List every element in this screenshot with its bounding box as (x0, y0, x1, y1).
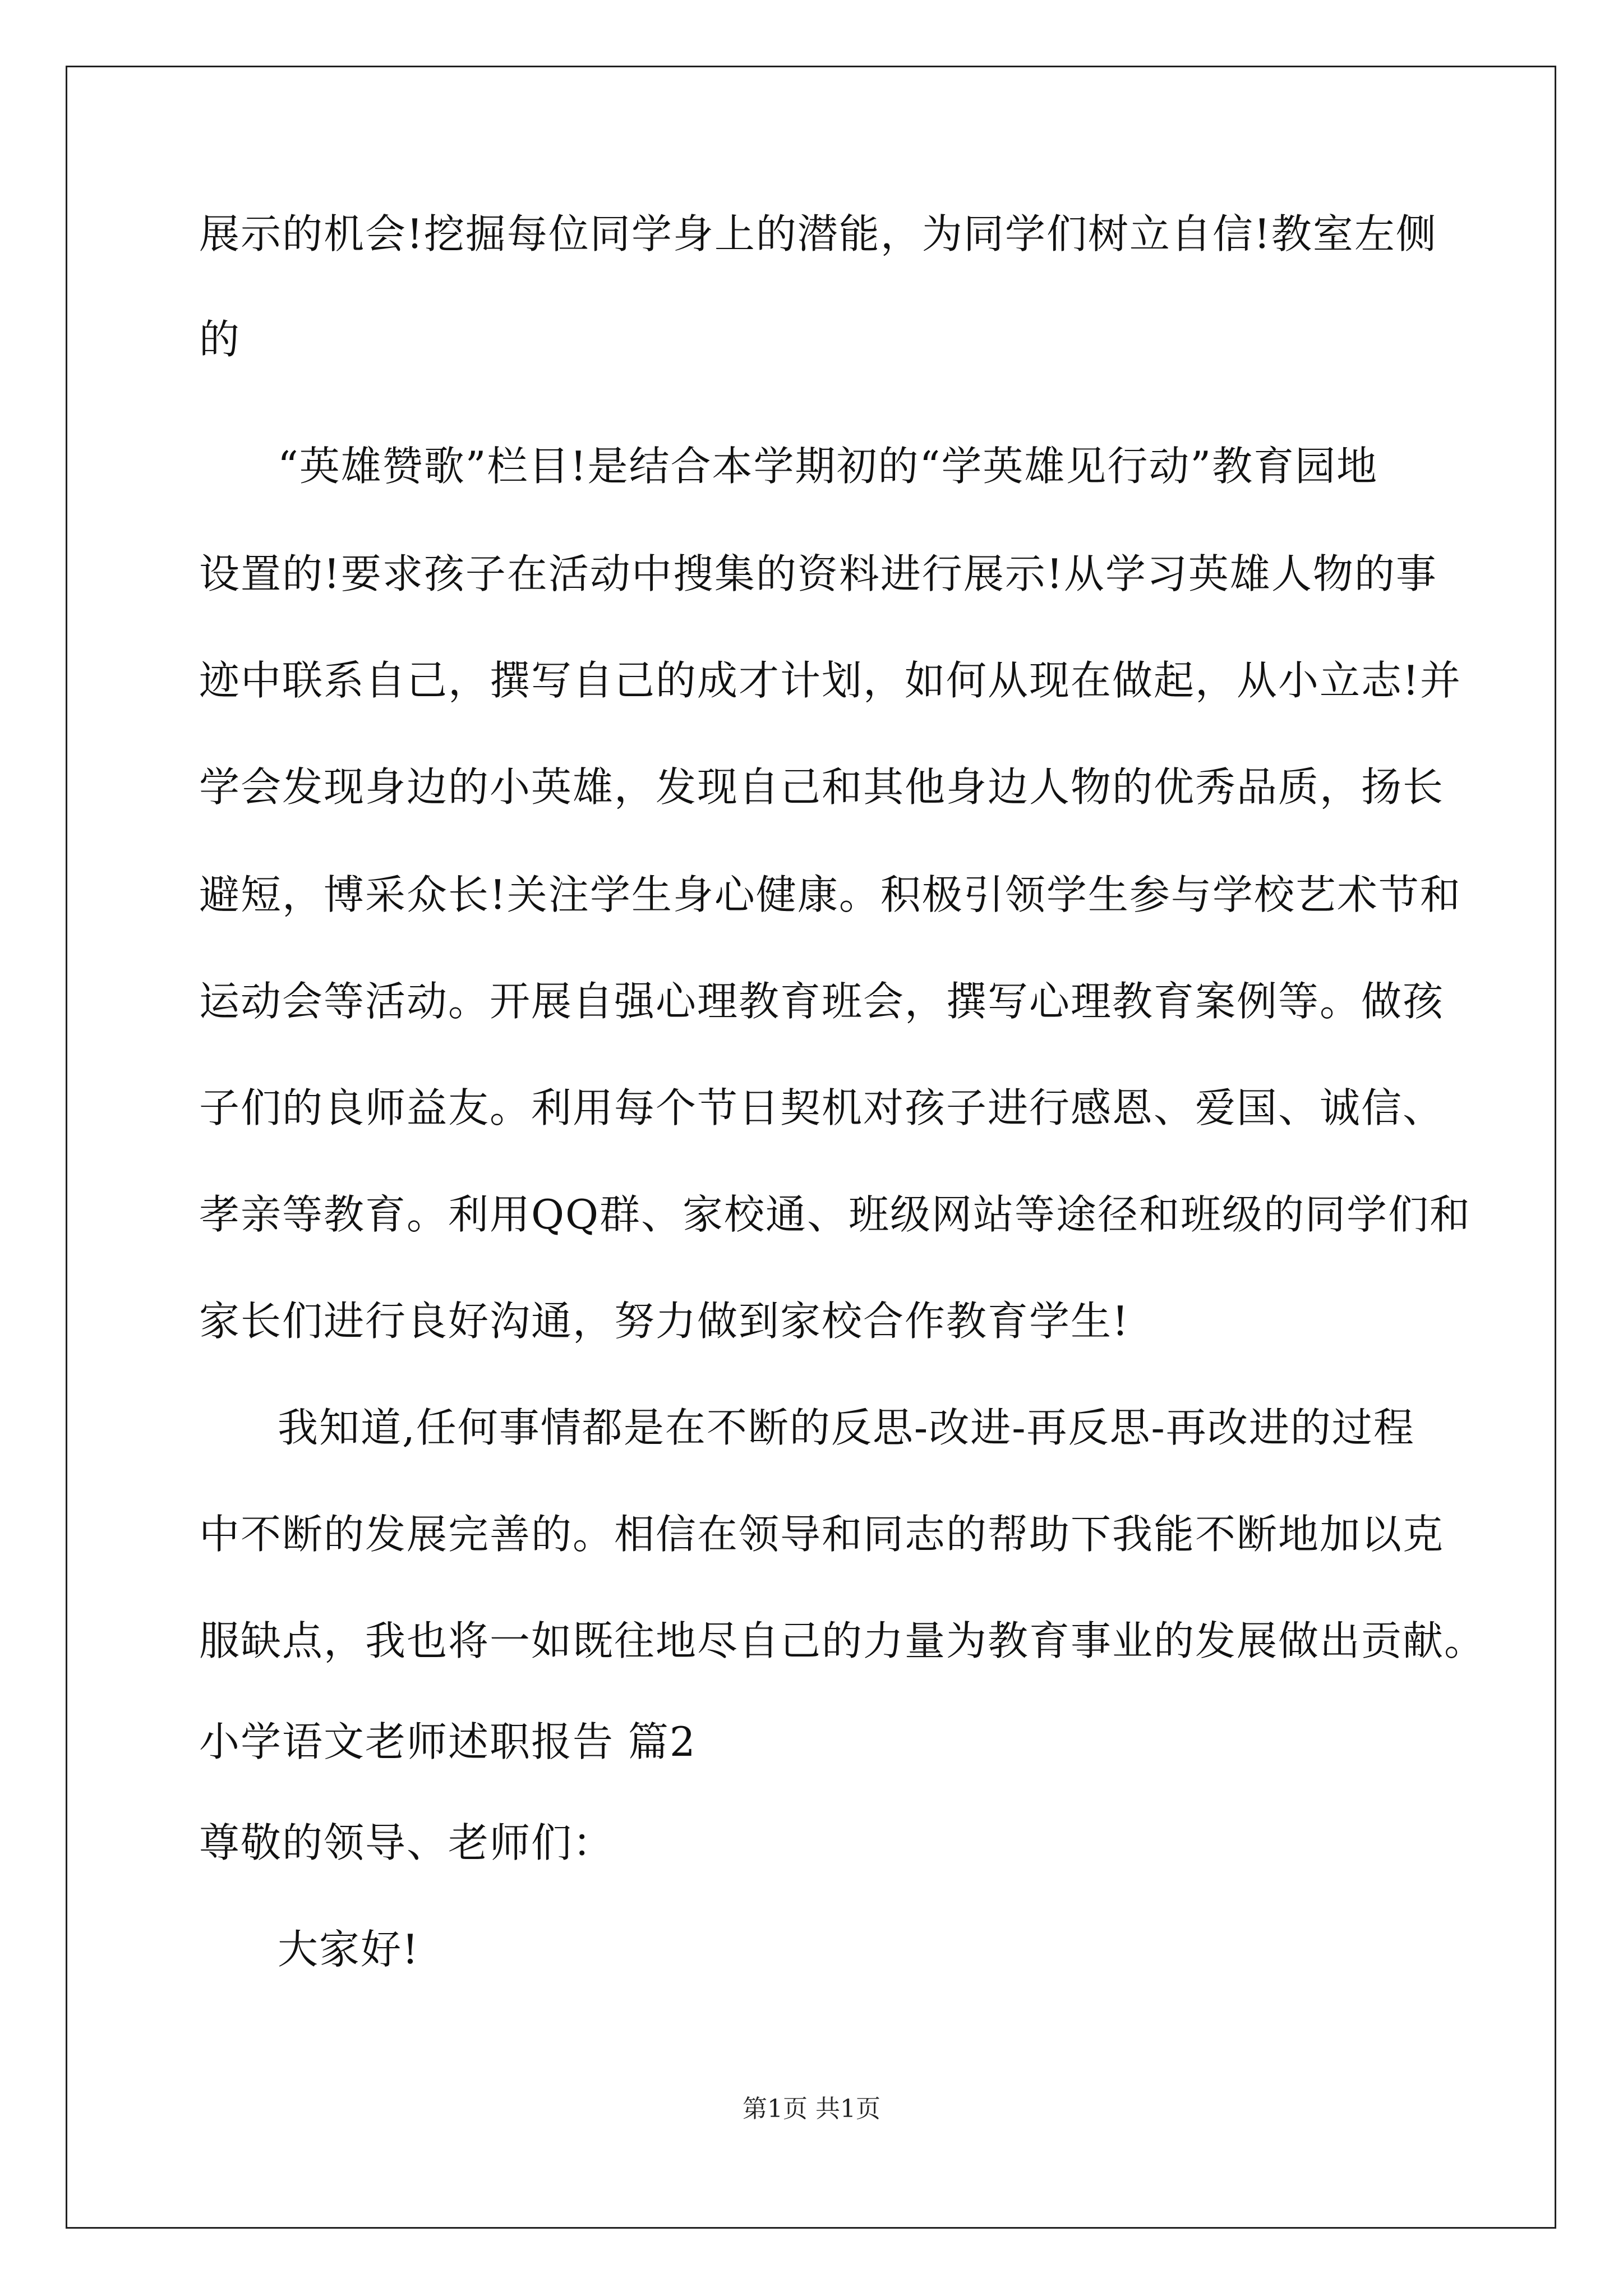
paragraph-line: 避短，博采众长!关注学生身心健康。积极引领学生参与学校艺术节和 (199, 871, 1461, 918)
paragraph-line: 中不断的发展完善的。相信在领导和同志的帮助下我能不断地加以克 (199, 1511, 1445, 1558)
paragraph-line: 迹中联系自己，撰写自己的成才计划，如何从现在做起，从小立志!并 (199, 657, 1461, 704)
section-heading: 小学语文老师述职报告 篇2 (199, 1718, 697, 1765)
paragraph-line: 设置的!要求孩子在活动中搜集的资料进行展示!从学习英雄人物的事 (199, 550, 1437, 597)
greeting: 大家好! (278, 1926, 419, 1973)
paragraph-line: 家长们进行良好沟通，努力做到家校合作教育学生! (199, 1297, 1129, 1345)
page-border (66, 66, 1556, 2229)
paragraph-line: 的 (199, 316, 241, 363)
paragraph-line: 子们的良师益友。利用每个节日契机对孩子进行感恩、爱国、诚信、 (199, 1084, 1445, 1131)
salutation: 尊敬的领导、老师们： (199, 1819, 615, 1866)
paragraph-line: 孝亲等教育。利用QQ群、家校通、班级网站等途径和班级的同学们和 (199, 1191, 1472, 1238)
paragraph-line: 展示的机会!挖掘每位同学身上的潜能，为同学们树立自信!教室左侧 (199, 210, 1437, 257)
paragraph-line: 我知道,任何事情都是在不断的反思-改进-再反思-再改进的过程 (278, 1404, 1415, 1451)
paragraph-line: “英雄赞歌”栏目!是结合本学期初的“学英雄见行动”教育园地 (278, 443, 1378, 490)
paragraph-line: 运动会等活动。开展自强心理教育班会，撰写心理教育案例等。做孩 (199, 978, 1445, 1025)
paragraph-line: 服缺点，我也将一如既往地尽自己的力量为教育事业的发展做出贡献。 (199, 1617, 1486, 1664)
page-footer: 第1页 共1页 (743, 2095, 880, 2123)
paragraph-line: 学会发现身边的小英雄，发现自己和其他身边人物的优秀品质，扬长 (199, 763, 1445, 811)
